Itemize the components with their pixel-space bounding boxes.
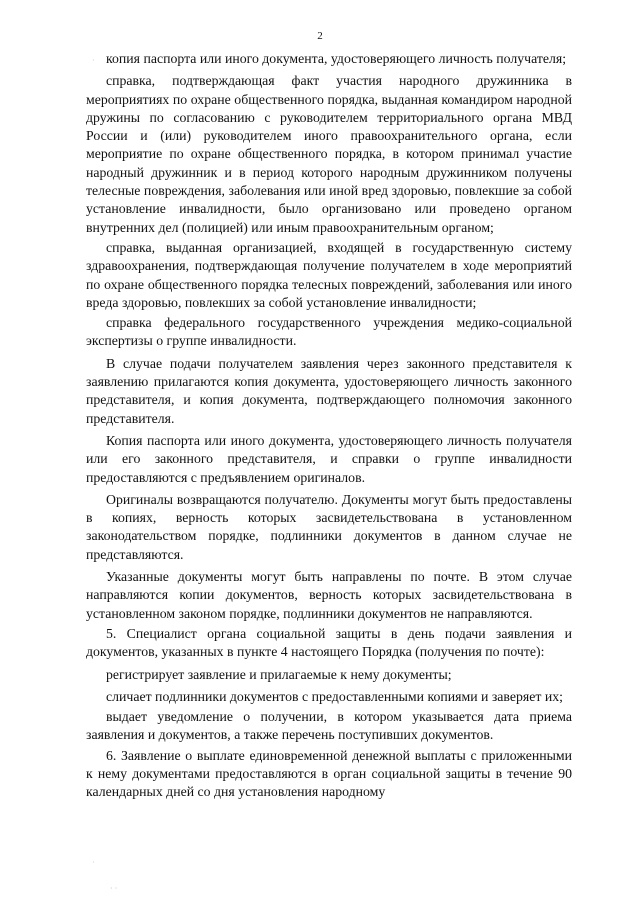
paragraph-originals-presentation: Копия паспорта или иного документа, удостоверяющего личность получателя или его законного представителя, и справки о группе инвалидности предоставляются с предъявлением оригиналов.	[86, 432, 572, 485]
paragraph-participation-certificate: справка, подтверждающая факт участия народного дружинника в мероприятиях по охране общественного порядка, выданная командиром народной дружины по согласованию с руководителем территориального органа МВД России и (или) руководителем иного правоохранительного органа, если мероприятие по охране общественного порядка, в котором принимал участие народный дружинник и в период которого народным дружинником получены телесные повреждения, заболевания или иной вред здоровью, повлекшие за собой установление инвалидности, было организовано или проведено органом внутренних дел (полицией) или иным правоохранительным органом;	[86, 73, 572, 235]
paragraph-notification: выдает уведомление о получении, в котором указывается дата приема заявления и документов, а также перечень поступивших документов.	[86, 709, 572, 743]
paragraph-passport-copy: копия паспорта или иного документа, удостоверяющего личность получателя;	[106, 51, 567, 66]
scan-speck: ·	[92, 858, 95, 867]
paragraph-health-certificate: справка, выданная организацией, входящей в государственную систему здравоохранения, подтверждающая получение получателем в ходе мероприятий по охране общественного порядка телесных повреждений, заболевания или иного вреда здоровью, повлекших за собой установление инвалидности;	[86, 239, 572, 310]
scan-speck: · ·	[110, 884, 118, 893]
page-number: 2	[317, 30, 323, 42]
paragraph-mail-submission: Указанные документы могут быть направлены по почте. В этом случае направляются копии документов, верность которых засвидетельствована в установленном законом порядке, подлинники документов не направляются.	[86, 569, 572, 621]
paragraph-legal-representative: В случае подачи получателем заявления через законного представителя к заявлению прилагаются копия документа, удостоверяющего личность законного представителя, и копия документа, подтверждающего полномочия законного представителя.	[86, 355, 572, 426]
paragraph-section-6: 6. Заявление о выплате единовременной денежной выплаты с приложенными к нему документами предоставляются в орган социальной защиты в течение 90 календарных дней со дня установления народному	[86, 747, 572, 800]
document-body	[86, 50, 572, 804]
paragraph-originals-returned: Оригиналы возвращаются получателю. Документы могут быть предоставлены в копиях, верность которых засвидетельствована в установленном законодательством порядке, подлинники документов в данном случае не представляются.	[86, 491, 572, 562]
paragraph-disability-certificate: справка федерального государственного учреждения медико-социальной экспертизы о группе инвалидности.	[86, 315, 572, 349]
scan-speck: ·	[92, 56, 95, 65]
paragraph-section-5: 5. Специалист органа социальной защиты в день подачи заявления и документов, указанных в пункте 4 настоящего Порядка (получения по почте):	[86, 625, 572, 660]
paragraph-verifies: сличает подлинники документов с предоставленными копиями и заверяет их;	[106, 688, 563, 704]
paragraph-registers: регистрирует заявление и прилагаемые к нему документы;	[106, 666, 452, 682]
